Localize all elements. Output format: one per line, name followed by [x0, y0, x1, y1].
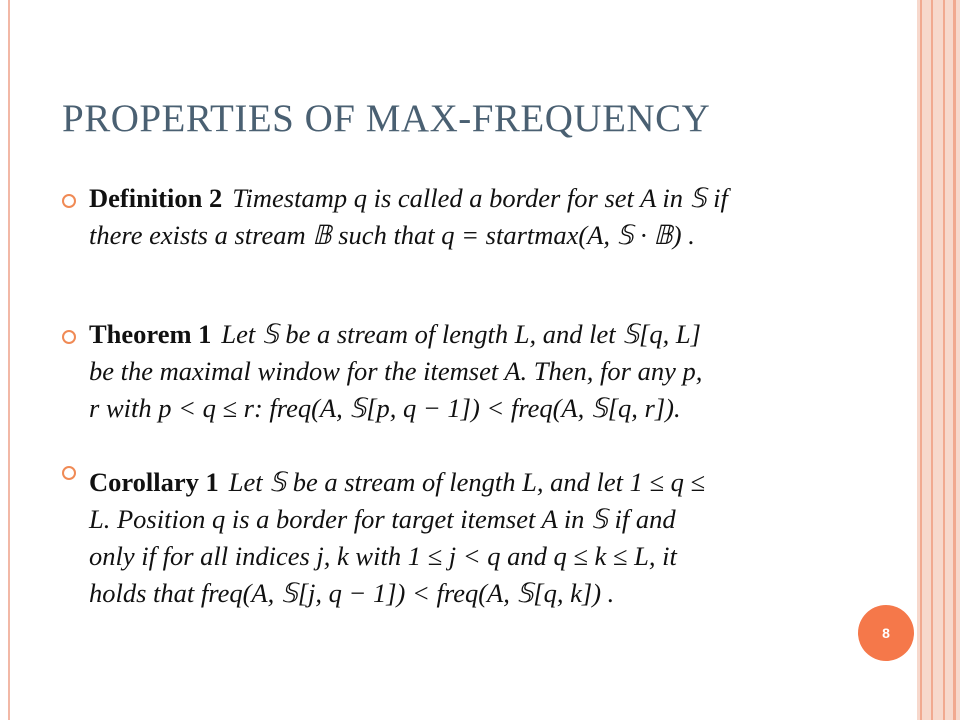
theorem-line-3: r with p < q ≤ r: freq(A, 𝕊[p, q − 1]) < freq(A, 𝕊[q, r]). [89, 393, 681, 423]
border-line [943, 0, 945, 720]
theorem-text: Let 𝕊 be a stream of length L, and let 𝕊[q, L] [221, 319, 701, 349]
right-decorative-border [917, 0, 960, 720]
definition-text: Timestamp q is called a border for set A in 𝕊 if [232, 183, 728, 213]
theorem-label: Theorem 1 [89, 319, 212, 349]
corollary-line-1 [89, 464, 829, 501]
bullet-circle-icon [62, 330, 76, 344]
page-number-badge: 8 [858, 605, 914, 661]
corollary-line-4: holds that freq(A, 𝕊[j, q − 1]) < freq(A, 𝕊[q, k]) . [89, 578, 615, 608]
theorem-block [89, 316, 829, 427]
corollary-block [89, 464, 829, 612]
corollary-line-2: L. Position q is a border for target itemset A in 𝕊 if and [89, 504, 676, 534]
corollary-text: Let 𝕊 be a stream of length L, and let 1 ≤ q ≤ [228, 467, 706, 497]
bullet-circle-icon [62, 466, 76, 480]
definition-label: Definition 2 [89, 183, 223, 213]
definition-block [89, 180, 829, 254]
slide-title: PROPERTIES OF MAX-FREQUENCY [62, 97, 711, 140]
bullet-circle-icon [62, 194, 76, 208]
theorem-line-2: be the maximal window for the itemset A. Then, for any p, [89, 356, 703, 386]
theorem-line-1 [89, 316, 829, 353]
border-line [920, 0, 922, 720]
corollary-label: Corollary 1 [89, 467, 219, 497]
border-line [953, 0, 956, 720]
border-line [931, 0, 933, 720]
definition-line-2: there exists a stream 𝔹 such that q = startmax(A, 𝕊 · 𝔹) . [89, 220, 695, 250]
left-border-rule [8, 0, 10, 720]
corollary-line-3: only if for all indices j, k with 1 ≤ j < q and q ≤ k ≤ L, it [89, 541, 677, 571]
definition-line-1 [89, 180, 829, 217]
